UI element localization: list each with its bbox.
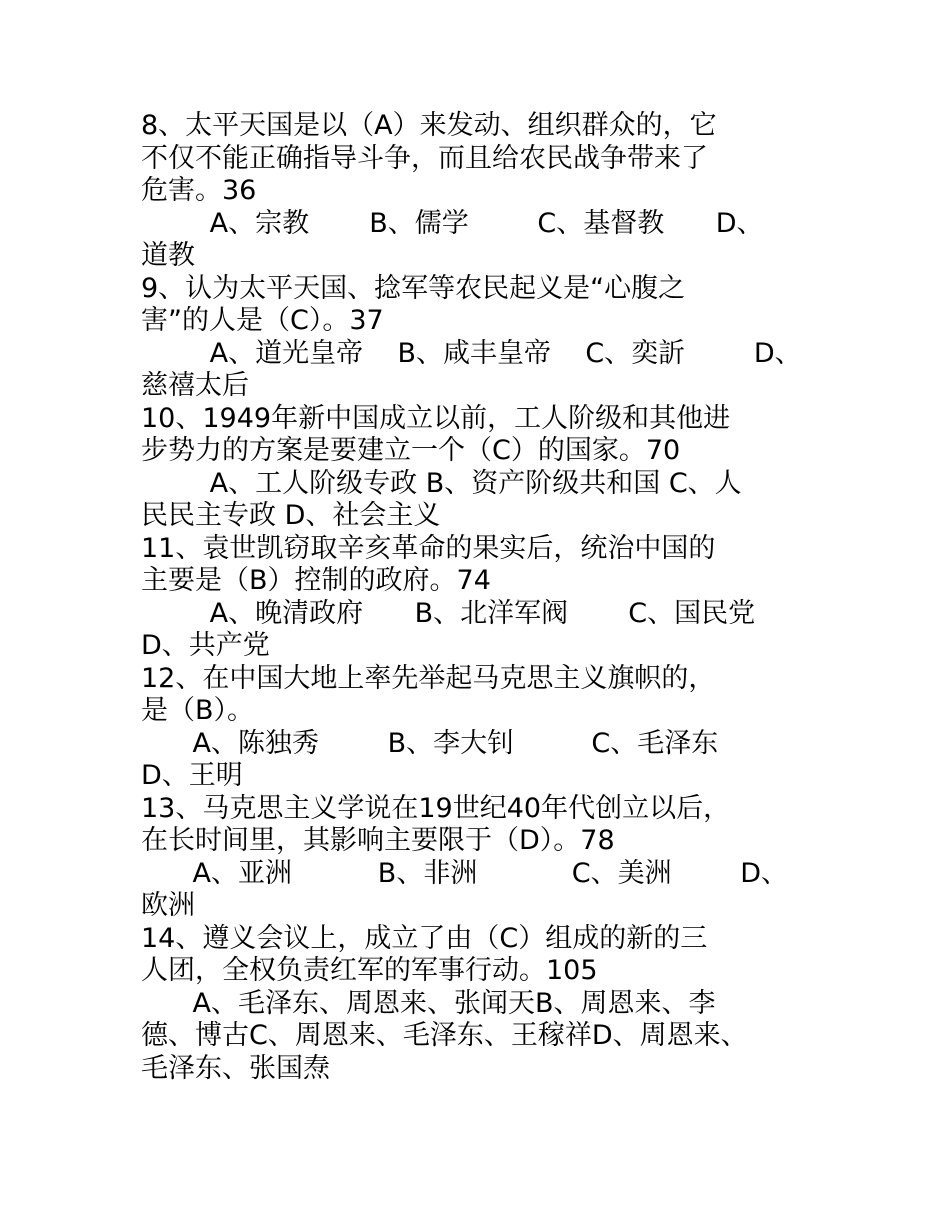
question-list	[141, 110, 821, 1085]
question-options-line: 德、博古C、周恩来、毛泽东、王稼祥D、周恩来、	[141, 1020, 748, 1051]
question-stem-line: 危害。36	[141, 175, 257, 206]
question-9	[141, 273, 821, 403]
question-options-line: A、毛泽东、周恩来、张闻天B、周恩来、李	[141, 987, 716, 1019]
question-options-line: 道教	[141, 240, 195, 271]
question-11	[141, 533, 821, 663]
question-8	[141, 110, 821, 273]
question-10	[141, 403, 821, 533]
question-stem-line: 14、遵义会议上，成立了由（C）组成的新的三	[141, 922, 708, 954]
question-stem-line: 8、太平天国是以（A）来发动、组织群众的，它	[141, 110, 717, 141]
question-stem-line: 13、马克思主义学说在19世纪40年代创立以后，	[141, 792, 731, 824]
question-stem-line: 在长时间里，其影响主要限于（D）。78	[141, 825, 615, 856]
question-options-line: 慈禧太后	[141, 370, 249, 401]
question-options-line: A、陈独秀 B、李大钊 C、毛泽东	[141, 727, 719, 759]
question-14	[141, 923, 821, 1086]
question-stem-line: 步势力的方案是要建立一个（C）的国家。70	[141, 435, 681, 466]
question-stem-line: 是（B）。	[141, 695, 255, 726]
question-stem-line: 主要是（B）控制的政府。74	[141, 565, 491, 596]
question-13	[141, 793, 821, 923]
question-options-line: A、工人阶级专政 B、资产阶级共和国 C、人	[141, 467, 742, 499]
question-stem-line: 人团，全权负责红军的军事行动。105	[141, 955, 598, 986]
question-options-line: A、晚清政府 B、北洋军阀 C、国民党	[141, 597, 756, 629]
question-options-line: A、亚洲 B、非洲 C、美洲 D、	[141, 857, 789, 889]
question-12	[141, 663, 821, 793]
question-options-line: A、道光皇帝 B、咸丰皇帝 C、奕訢 D、	[141, 337, 802, 369]
question-options-line: A、宗教 B、儒学 C、基督教 D、	[141, 207, 764, 239]
question-options-line: D、共产党	[141, 630, 270, 661]
question-stem-line: 害”的人是（C）。37	[141, 305, 384, 336]
question-options-line: D、王明	[141, 760, 243, 791]
question-stem-line: 不仅不能正确指导斗争，而且给农民战争带来了	[141, 142, 708, 174]
question-stem-line: 10、1949年新中国成立以前，工人阶级和其他进	[141, 402, 731, 434]
question-options-line: 毛泽东、张国焘	[141, 1052, 330, 1084]
question-stem-line: 12、在中国大地上率先举起马克思主义旗帜的，	[141, 662, 716, 694]
question-stem-line: 9、认为太平天国、捻军等农民起义是“心腹之	[141, 272, 686, 304]
question-options-line: 民民主专政 D、社会主义	[141, 500, 441, 531]
question-stem-line: 11、袁世凯窃取辛亥革命的果实后，统治中国的	[141, 532, 716, 564]
question-options-line: 欧洲	[141, 890, 195, 921]
